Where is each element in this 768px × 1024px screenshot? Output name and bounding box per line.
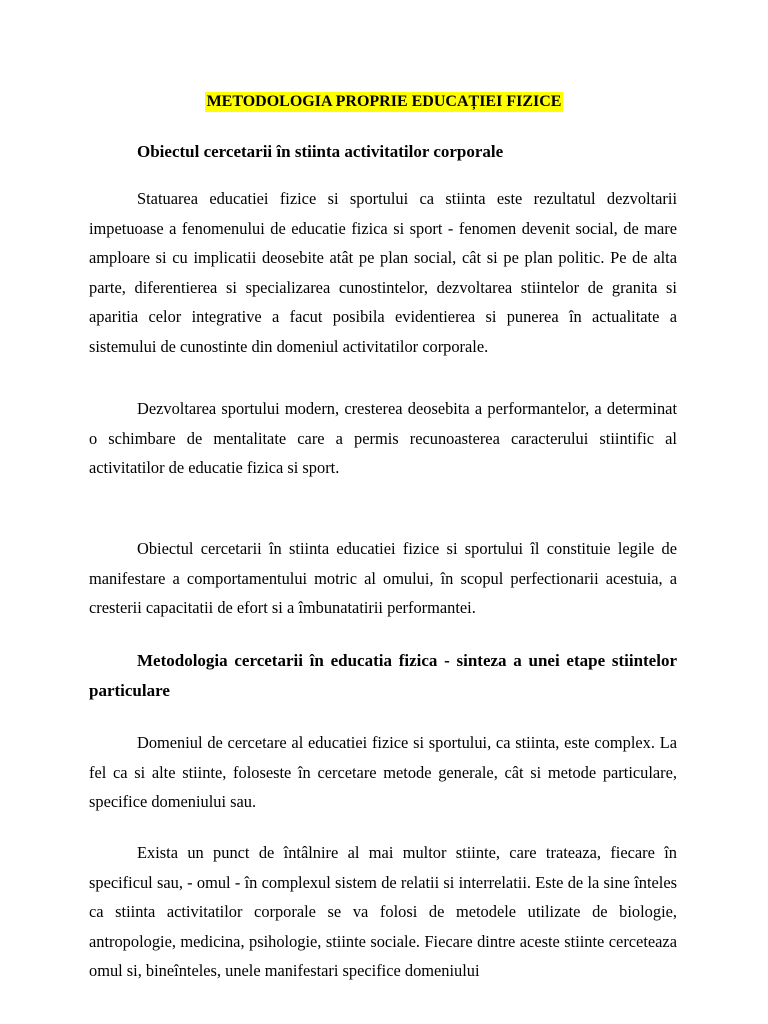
section-heading-methodology: Metodologia cercetarii în educatia fizica - sinteza a unei etape stiintelor particulare: [89, 651, 677, 700]
paragraph-exista: Exista un punct de întâlnire al mai multor stiinte, care trateaza, fiecare în specificul sau, - omul - în complexul sistem de relatii si interrelatii. Este de la sine înteles ca stiinta activitatilor corporale se va folosi de metodele utilizate de biologie, antropologie, medicina, psihologie, stiinte sociale. Fiecare dintre aceste stiinte cerceteaza omul si, bineînteles, unele manifestari specifice domeniului: [89, 843, 677, 980]
paragraph-obiectul: Obiectul cercetarii în stiinta educatiei fizice si sportului îl constituie legile de manifestare a comportamentului motric al omului, în scopul perfectionarii acestuia, a cresterii capacitatii de efort si a îmbunatatirii performantei.: [89, 539, 677, 617]
title-container: [0, 92, 768, 112]
paragraph-statuarea: Statuarea educatiei fizice si sportului ca stiinta este rezultatul dezvoltarii impetuoase a fenomenului de educatie fizica si sport - fenomen devenit social, de mare amploare si cu implicatii deosebite atât pe plan social, cât si pe plan politic. Pe de alta parte, diferentierea si specializarea cunostintelor, dezvoltarea stiintelor de granita si aparitia celor integrative a facut posibila evidentierea si punerea în actualitate a sistemului de cunostinte din domeniul activitatilor corporale.: [89, 189, 677, 356]
document-title: METODOLOGIA PROPRIE EDUCAȚIEI FIZICE: [206, 93, 562, 110]
paragraph-domeniul: Domeniul de cercetare al educatiei fizice si sportului, ca stiinta, este complex. La fel ca si alte stiinte, foloseste în cercetare metode generale, cât si metode particulare, specifice domeniului sau.: [89, 733, 677, 811]
section-heading-objective: Obiectul cercetarii în stiinta activitatilor corporale: [137, 142, 504, 161]
paragraph-dezvoltarea: Dezvoltarea sportului modern, cresterea deosebita a performantelor, a determinat o schimbare de mentalitate care a permis recunoasterea caracterului stiintific al activitatilor de educatie fizica si sport.: [89, 399, 677, 477]
